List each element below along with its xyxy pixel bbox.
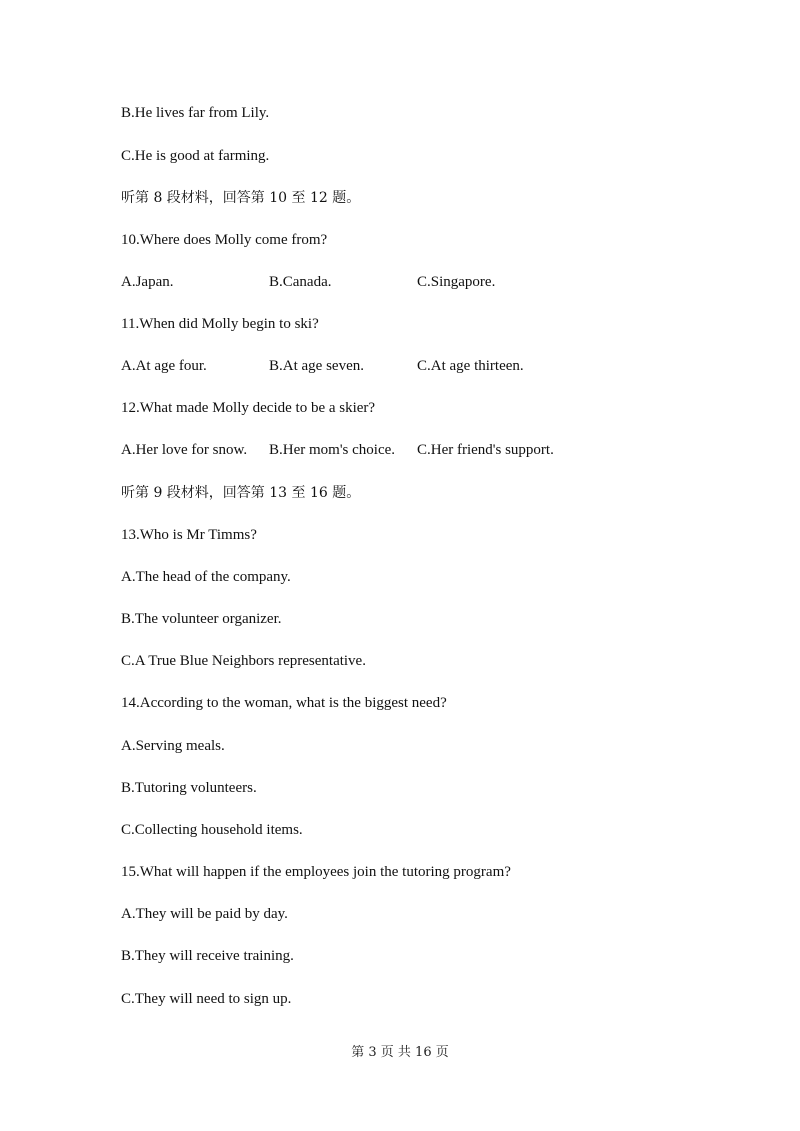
q11-option-c: C.At age thirteen. <box>417 358 524 374</box>
q11-option-a: A.At age four. <box>121 358 207 374</box>
q15-option-c: C.They will need to sign up. <box>121 991 292 1007</box>
q13-option-b: B.The volunteer organizer. <box>121 611 282 627</box>
section-instruction-9: 听第 9 段材料，回答第 13 至 16 题。 <box>121 485 361 501</box>
q11-option-b: B.At age seven. <box>269 358 364 374</box>
question-11: 11.When did Molly begin to ski? <box>121 316 319 332</box>
q10-option-c: C.Singapore. <box>417 274 496 290</box>
q10-option-b: B.Canada. <box>269 274 332 290</box>
q12-options <box>121 441 554 459</box>
q14-option-b: B.Tutoring volunteers. <box>121 780 257 796</box>
q10-option-a: A.Japan. <box>121 274 174 290</box>
q12-option-c: C.Her friend's support. <box>417 442 554 458</box>
question-10: 10.Where does Molly come from? <box>121 232 328 248</box>
q9-option-b: B.He lives far from Lily. <box>121 105 270 121</box>
q11-options <box>121 357 524 375</box>
question-15: 15.What will happen if the employees join the tutoring program? <box>121 864 511 880</box>
q12-option-b: B.Her mom's choice. <box>269 442 396 458</box>
q14-option-a: A.Serving meals. <box>121 738 225 754</box>
section-instruction-8: 听第 8 段材料，回答第 10 至 12 题。 <box>121 190 361 206</box>
q15-option-b: B.They will receive training. <box>121 948 294 964</box>
q13-option-c: C.A True Blue Neighbors representative. <box>121 653 366 669</box>
q9-option-c: C.He is good at farming. <box>121 148 270 164</box>
question-14: 14.According to the woman, what is the biggest need? <box>121 695 447 711</box>
q15-option-a: A.They will be paid by day. <box>121 906 288 922</box>
question-12: 12.What made Molly decide to be a skier? <box>121 400 376 416</box>
q10-options <box>121 273 495 291</box>
q12-option-a: A.Her love for snow. <box>121 442 248 458</box>
question-13: 13.Who is Mr Timms? <box>121 527 257 543</box>
q13-option-a: A.The head of the company. <box>121 569 291 585</box>
page-footer: 第 3 页 共 16 页 <box>351 1045 449 1060</box>
q14-option-c: C.Collecting household items. <box>121 822 303 838</box>
